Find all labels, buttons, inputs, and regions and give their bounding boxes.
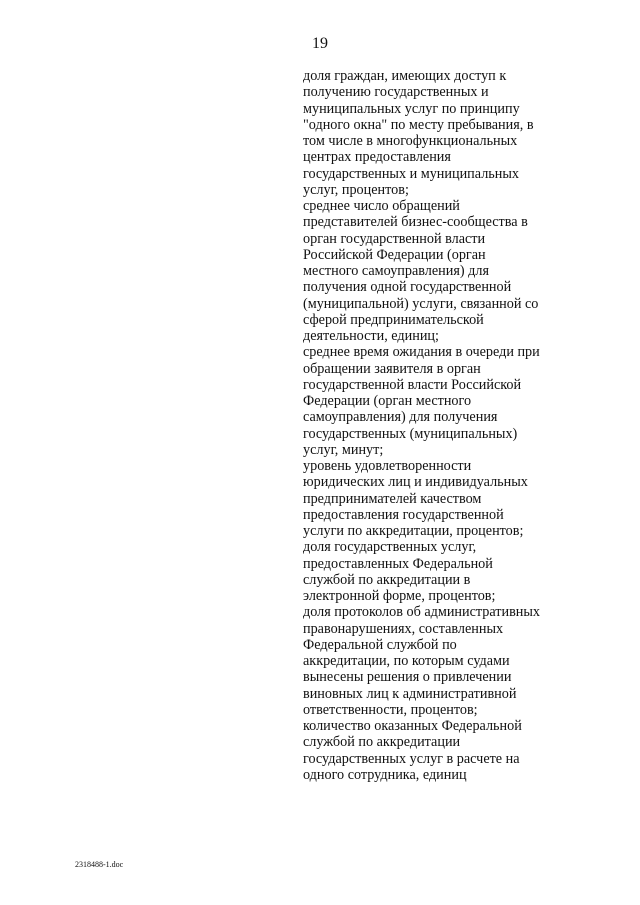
text-line: государственных (муниципальных) <box>303 425 518 442</box>
text-line: предпринимателей качеством <box>303 490 482 507</box>
body-text <box>303 68 633 783</box>
text-line: вынесены решения о привлечении <box>303 669 512 686</box>
text-line: Федерации (орган местного <box>303 393 472 409</box>
text-line: предоставления государственной <box>303 506 504 523</box>
text-line: юридических лиц и индивидуальных <box>303 474 528 491</box>
text-line: "одного окна" по месту пребывания, в <box>303 116 534 133</box>
text-line: местного самоуправления) для <box>303 263 489 279</box>
text-line: государственных и муниципальных <box>303 165 519 182</box>
text-line: услуги по аккредитации, процентов; <box>303 523 524 539</box>
text-line: услуг, минут; <box>303 441 384 458</box>
document-footer-code: 2318488-1.doc <box>75 860 124 869</box>
text-line: службой по аккредитации в <box>303 571 471 588</box>
text-line: государственной власти Российской <box>303 376 522 393</box>
text-line: уровень удовлетворенности <box>303 458 472 474</box>
text-line: (муниципальной) услуги, связанной со <box>303 295 539 312</box>
text-line: государственных услуг в расчете на <box>303 750 520 767</box>
text-line: получения одной государственной <box>303 279 512 296</box>
text-line: муниципальных услуг по принципу <box>303 100 520 117</box>
text-line: электронной форме, процентов; <box>303 588 496 604</box>
text-line: аккредитации, по которым судами <box>303 653 510 669</box>
page-number: 19 <box>312 35 328 52</box>
text-line: доля протоколов об административных <box>303 604 541 621</box>
text-line: ответственности, процентов; <box>303 701 478 718</box>
text-line: среднее число обращений <box>303 198 460 214</box>
text-line: одного сотрудника, единиц <box>303 766 467 783</box>
text-line: орган государственной власти <box>303 230 486 247</box>
text-line: обращении заявителя в орган <box>303 360 481 377</box>
text-line: доля граждан, имеющих доступ к <box>303 68 507 84</box>
text-line: предоставленных Федеральной <box>303 555 493 572</box>
text-line: сферой предпринимательской <box>303 311 484 328</box>
text-line: количество оказанных Федеральной <box>303 718 522 734</box>
text-line: среднее время ожидания в очереди при <box>303 344 540 361</box>
text-line: представителей бизнес-сообщества в <box>303 214 528 231</box>
text-line: услуг, процентов; <box>303 181 409 198</box>
text-line: правонарушениях, составленных <box>303 620 504 637</box>
text-line: самоуправления) для получения <box>303 409 498 426</box>
text-line: виновных лиц к административной <box>303 685 517 702</box>
text-line: получению государственных и <box>303 84 489 101</box>
text-line: Федеральной службой по <box>303 636 457 653</box>
text-line: том числе в многофункциональных <box>303 133 518 149</box>
text-line: службой по аккредитации <box>303 734 461 751</box>
text-line: деятельности, единиц; <box>303 328 439 344</box>
text-line: Российской Федерации (орган <box>303 246 486 263</box>
text-line: доля государственных услуг, <box>303 539 477 556</box>
text-line: центрах предоставления <box>303 149 451 166</box>
